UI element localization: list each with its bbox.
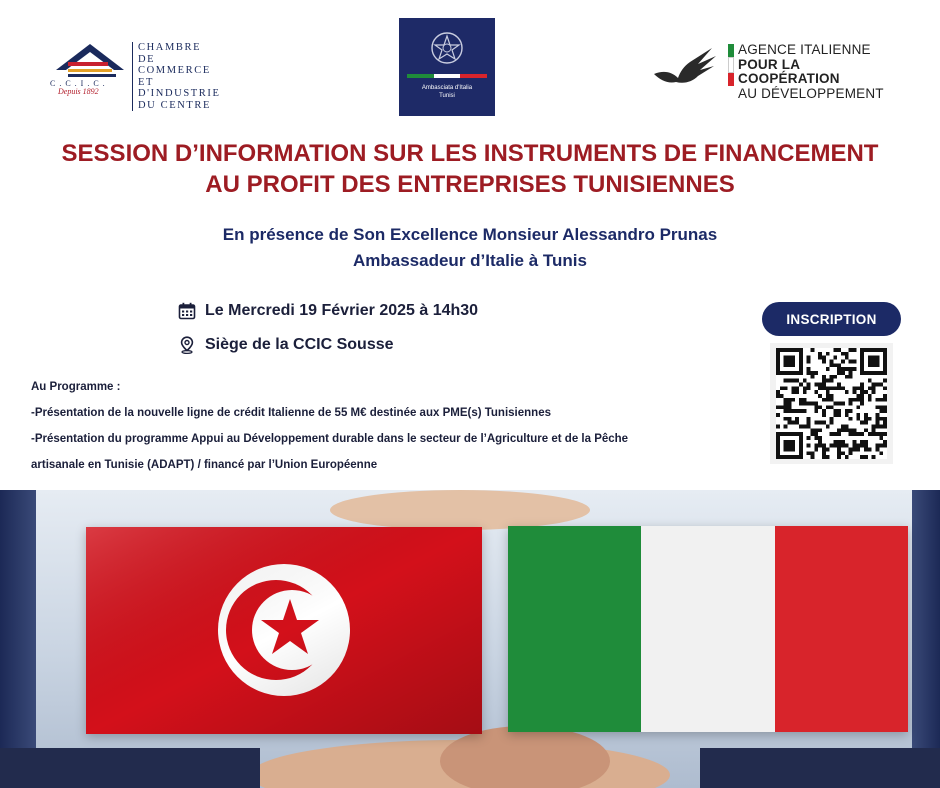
tunisia-flag-icon	[86, 527, 482, 734]
svg-text:C.C.I.C.: C.C.I.C.	[50, 79, 109, 88]
aics-logo	[650, 40, 900, 101]
event-place-text: Siège de la CCIC Sousse	[205, 336, 394, 353]
event-date	[178, 302, 478, 320]
aics-name-line: POUR LA COOPÉRATION	[738, 56, 840, 86]
hand-shape	[440, 726, 610, 788]
ccic-name-line: DE COMMERCE	[138, 53, 211, 76]
aics-flag-bar	[728, 44, 734, 86]
aics-name	[738, 43, 900, 101]
embassy-name	[399, 84, 495, 100]
dove-icon	[650, 44, 720, 88]
ccic-since: Depuis 1892	[58, 87, 99, 96]
programme-item-continuation: artisanale en Tunisie (ADAPT) / financé par l’Union Européenne	[31, 459, 378, 471]
italian-emblem-icon	[429, 30, 465, 66]
tunisia-flag	[86, 527, 482, 734]
event-place	[178, 336, 394, 354]
location-pin-icon	[178, 336, 196, 354]
programme	[31, 374, 731, 478]
page-title-line: SESSION D’INFORMATION SUR LES INSTRUMENTS DE FINANCEMENT	[61, 140, 879, 167]
page-title	[0, 138, 940, 200]
programme-item: -Présentation de la nouvelle ligne de crédit Italienne de 55 M€ destinée aux PME(s) Tunisiennes	[31, 407, 551, 419]
ccic-name-line: CHAMBRE	[138, 42, 202, 53]
embassy-name-line: Tunisi	[439, 93, 455, 99]
embassy-flag-stripe	[407, 74, 487, 78]
programme-heading: Au Programme :	[31, 381, 121, 393]
embassy-name-line: Ambasciata d'Italia	[421, 85, 473, 91]
programme-item: -Présentation du programme Appui au Développement durable dans le secteur de l’Agriculture et de la Pêche	[31, 433, 629, 445]
event-date-text: Le Mercredi 19 Février 2025 à 14h30	[205, 302, 479, 319]
qr-code[interactable]	[770, 343, 893, 464]
embassy-logo	[399, 18, 495, 116]
page-subtitle-line: En présence de Son Excellence Monsieur Alessandro Prunas	[222, 225, 718, 244]
page-title-line: AU PROFIT DES ENTREPRISES TUNISIENNES	[205, 171, 735, 198]
ccic-name-line: DU CENTRE	[138, 99, 212, 111]
page-subtitle	[0, 222, 940, 274]
hand-shape	[330, 490, 590, 530]
aics-name-line: AGENCE ITALIENNE	[738, 42, 871, 57]
calendar-icon	[178, 302, 196, 320]
ccic-name-line: ET D'INDUSTRIE	[138, 76, 221, 99]
banner-edge	[0, 490, 36, 788]
ccic-logo	[46, 40, 226, 111]
italy-flag-green	[508, 526, 641, 732]
italy-flag-red	[775, 526, 908, 732]
ccic-name	[132, 42, 226, 111]
sleeve-shape	[0, 748, 260, 788]
sleeve-shape	[700, 748, 940, 788]
italy-flag	[508, 526, 908, 732]
inscription-button[interactable]: INSCRIPTION	[762, 302, 901, 336]
aics-name-line: AU DÉVELOPPEMENT	[738, 85, 884, 101]
italy-flag-white	[641, 526, 774, 732]
qr-code-icon[interactable]	[776, 348, 887, 459]
page-subtitle-line: Ambassadeur d’Italie à Tunis	[353, 251, 587, 270]
banner-edge	[912, 490, 940, 788]
